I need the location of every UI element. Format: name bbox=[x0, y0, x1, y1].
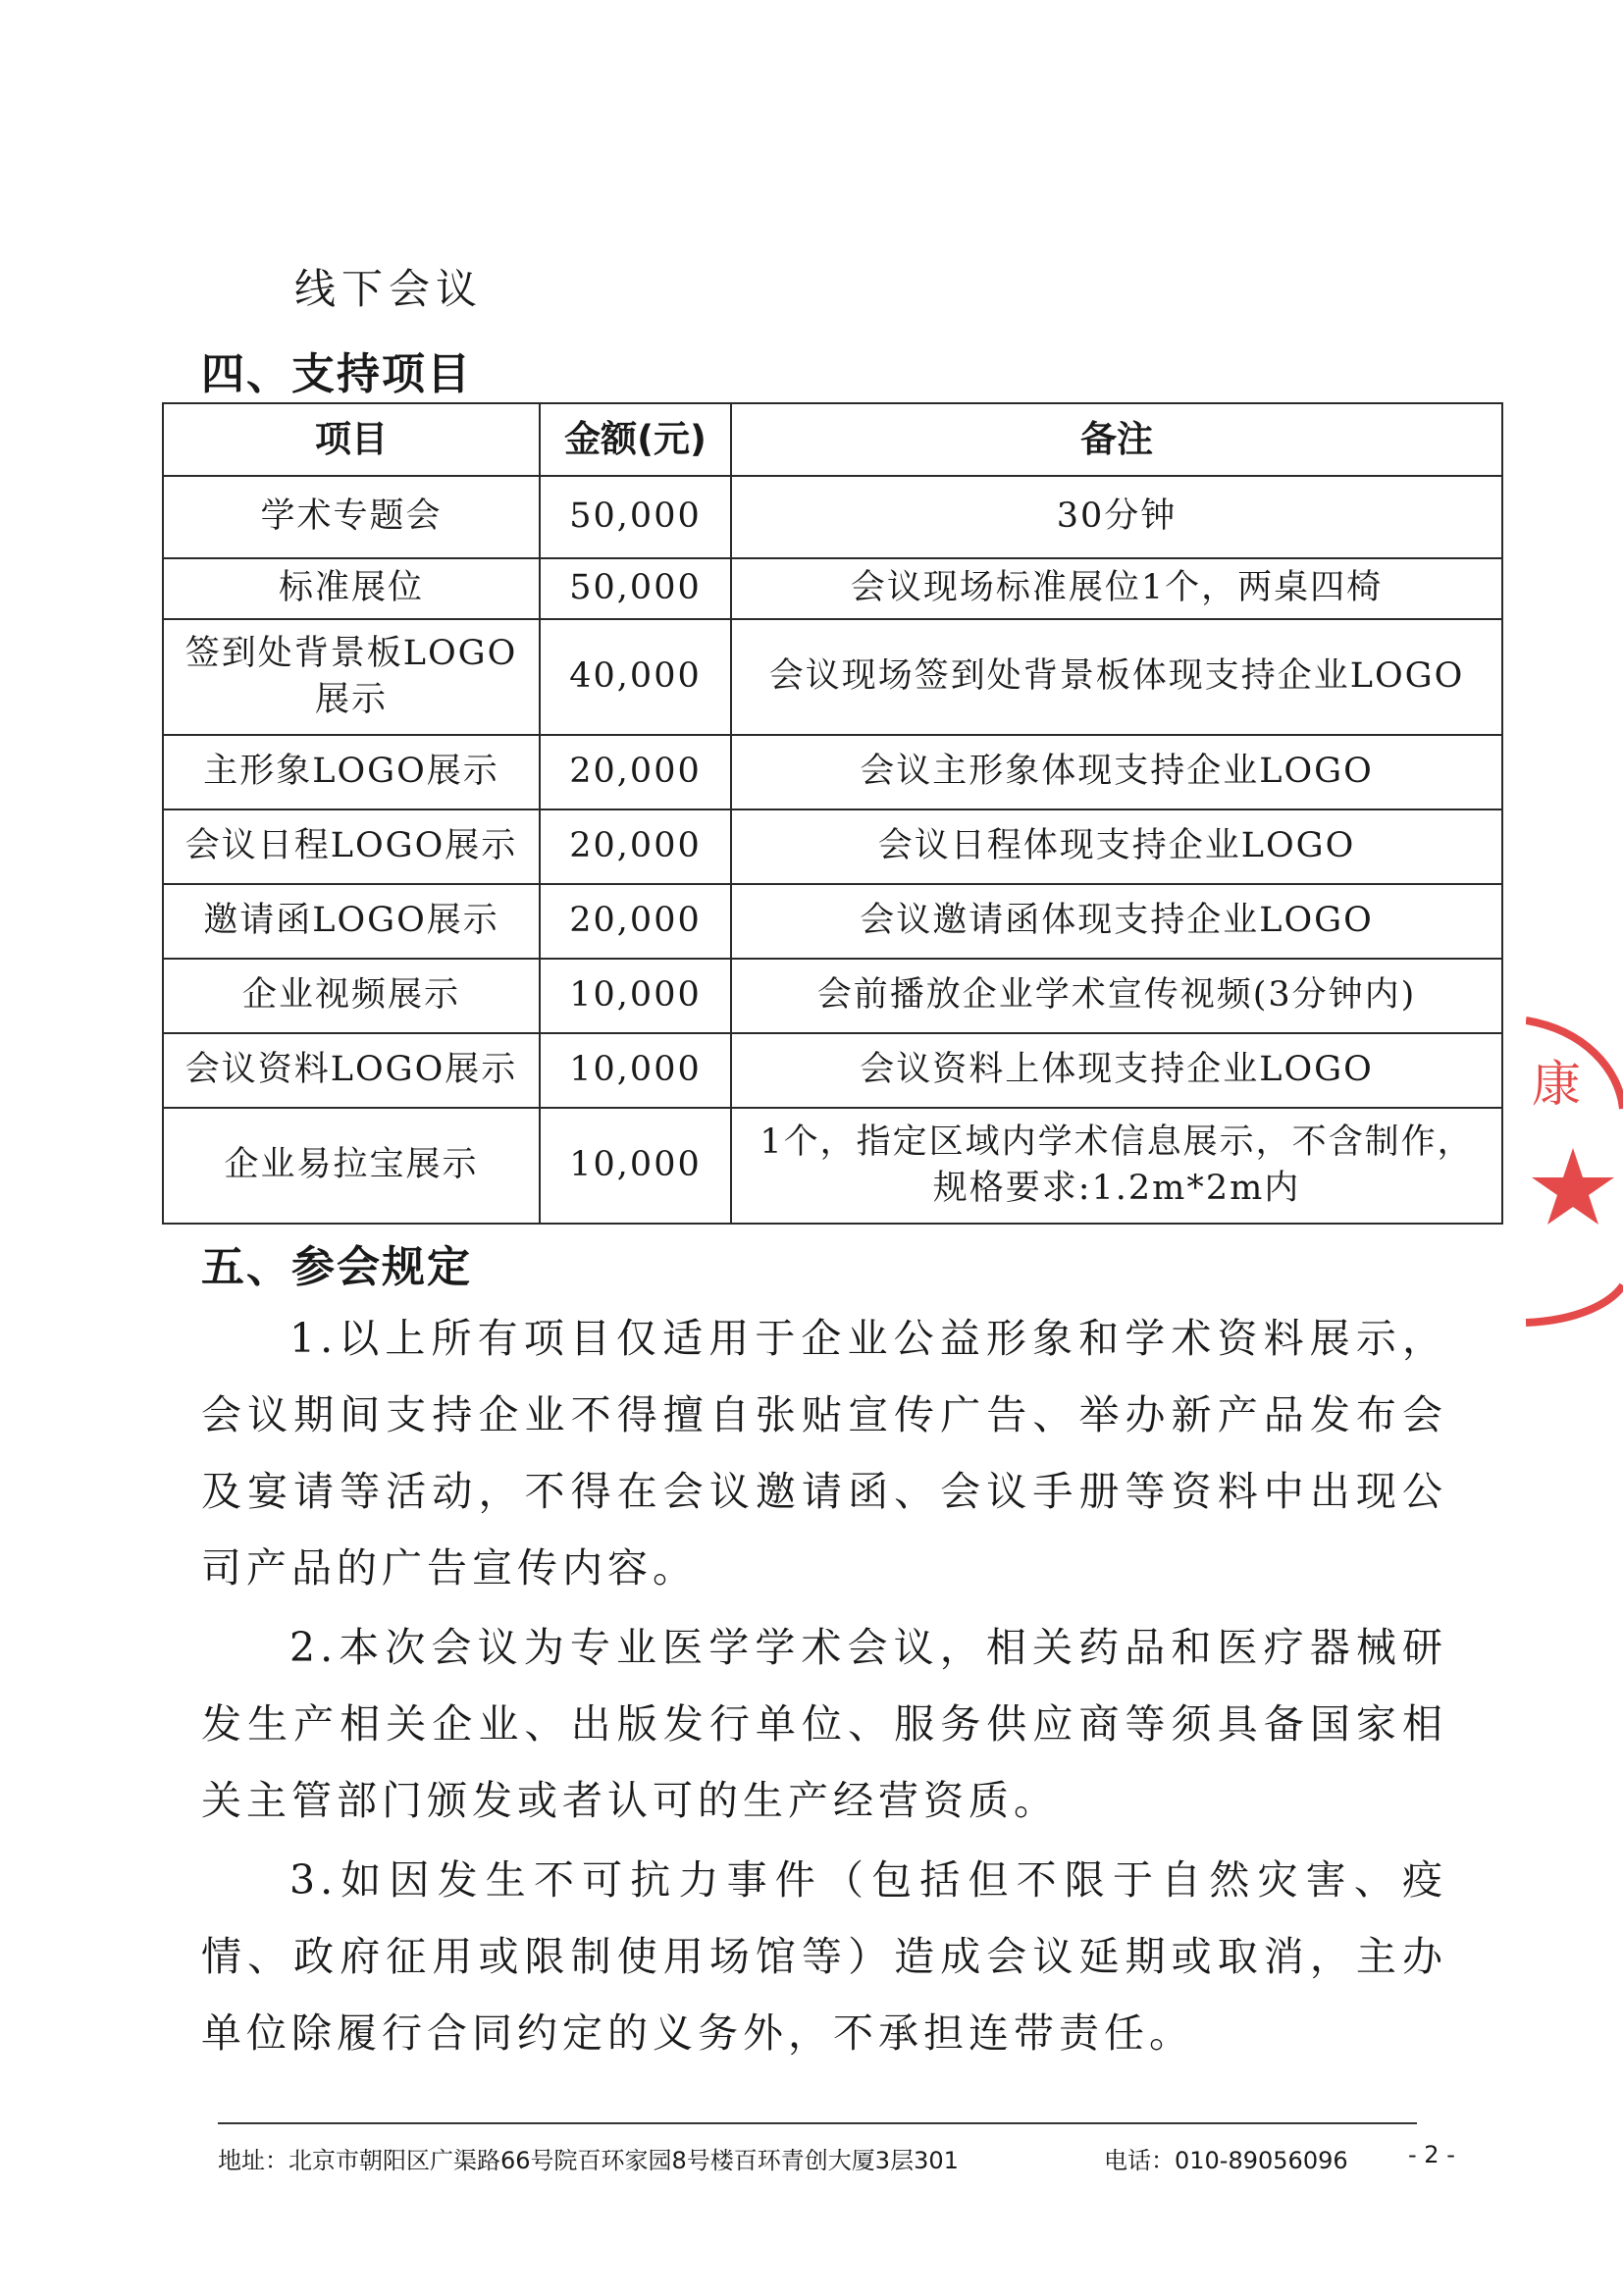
star-icon bbox=[1532, 1148, 1614, 1225]
cell-item: 主形象LOGO展示 bbox=[163, 735, 540, 809]
cell-amount: 10,000 bbox=[540, 1108, 731, 1224]
header-amount: 金额(元) bbox=[540, 403, 731, 476]
rule-paragraph-3: 3.如因发生不可抗力事件（包括但不限于自然灾害、疫情、政府征用或限制使用场馆等）造成会议延期或取消，主办单位除履行合同约定的义务外，不承担连带责任。 bbox=[201, 1856, 1447, 2057]
cell-amount: 10,000 bbox=[540, 1033, 731, 1108]
page-number: - 2 - bbox=[1408, 2141, 1455, 2168]
cell-note: 会议主形象体现支持企业LOGO bbox=[731, 735, 1502, 809]
table-row bbox=[163, 1108, 1502, 1224]
table-row bbox=[163, 1033, 1502, 1108]
seal-character: 康 bbox=[1532, 1056, 1581, 1113]
cell-amount: 20,000 bbox=[540, 884, 731, 959]
table-row bbox=[163, 619, 1502, 735]
official-seal-stamp bbox=[1526, 1011, 1623, 1334]
cell-item: 邀请函LOGO展示 bbox=[163, 884, 540, 959]
cell-item: 企业易拉宝展示 bbox=[163, 1108, 540, 1224]
cell-note: 会议邀请函体现支持企业LOGO bbox=[731, 884, 1502, 959]
cell-item: 会议资料LOGO展示 bbox=[163, 1033, 540, 1108]
cell-item: 学术专题会 bbox=[163, 476, 540, 558]
cell-item: 企业视频展示 bbox=[163, 959, 540, 1033]
cell-amount: 40,000 bbox=[540, 619, 731, 735]
section-heading-rules: 五、参会规定 bbox=[201, 1242, 472, 1292]
table-row bbox=[163, 735, 1502, 809]
cell-note: 会前播放企业学术宣传视频(3分钟内) bbox=[731, 959, 1502, 1033]
support-items-table bbox=[162, 402, 1503, 1225]
table-row bbox=[163, 809, 1502, 884]
header-item: 项目 bbox=[163, 403, 540, 476]
cell-amount: 20,000 bbox=[540, 735, 731, 809]
cell-amount: 10,000 bbox=[540, 959, 731, 1033]
cell-item: 签到处背景板LOGO展示 bbox=[163, 619, 540, 735]
rule-paragraph-1: 1.以上所有项目仅适用于企业公益形象和学术资料展示，会议期间支持企业不得擅自张贴宣传广告、举办新产品发布会及宴请等活动，不得在会议邀请函、会议手册等资料中出现公司产品的广告宣传内容。 bbox=[201, 1315, 1447, 1592]
cell-note: 会议现场签到处背景板体现支持企业LOGO bbox=[731, 619, 1502, 735]
table-row bbox=[163, 959, 1502, 1033]
table-header-row bbox=[163, 403, 1502, 476]
table-row bbox=[163, 884, 1502, 959]
cell-item: 标准展位 bbox=[163, 558, 540, 619]
cell-note: 会议资料上体现支持企业LOGO bbox=[731, 1033, 1502, 1108]
header-note: 备注 bbox=[731, 403, 1502, 476]
cell-note: 1个，指定区域内学术信息展示，不含制作，规格要求:1.2m*2m内 bbox=[731, 1108, 1502, 1224]
cell-amount: 20,000 bbox=[540, 809, 731, 884]
cell-note: 30分钟 bbox=[731, 476, 1502, 558]
table-row bbox=[163, 476, 1502, 558]
cell-note: 会议日程体现支持企业LOGO bbox=[731, 809, 1502, 884]
top-line-text: 线下会议 bbox=[294, 265, 484, 313]
cell-amount: 50,000 bbox=[540, 476, 731, 558]
cell-note: 会议现场标准展位1个，两桌四椅 bbox=[731, 558, 1502, 619]
footer-address: 地址：北京市朝阳区广渠路66号院百环家园8号楼百环青创大厦3层301 bbox=[218, 2147, 959, 2174]
section-heading-support-items: 四、支持项目 bbox=[201, 349, 472, 399]
cell-amount: 50,000 bbox=[540, 558, 731, 619]
rules-body bbox=[201, 1300, 1447, 2074]
rule-paragraph-2: 2.本次会议为专业医学学术会议，相关药品和医疗器械研发生产相关企业、出版发行单位、服务供应商等须具备国家相关主管部门颁发或者认可的生产经营资质。 bbox=[201, 1624, 1447, 1824]
footer-divider bbox=[218, 2122, 1417, 2124]
table-row bbox=[163, 558, 1502, 619]
cell-item: 会议日程LOGO展示 bbox=[163, 809, 540, 884]
footer-phone: 电话：010-89056096 bbox=[1104, 2147, 1348, 2174]
